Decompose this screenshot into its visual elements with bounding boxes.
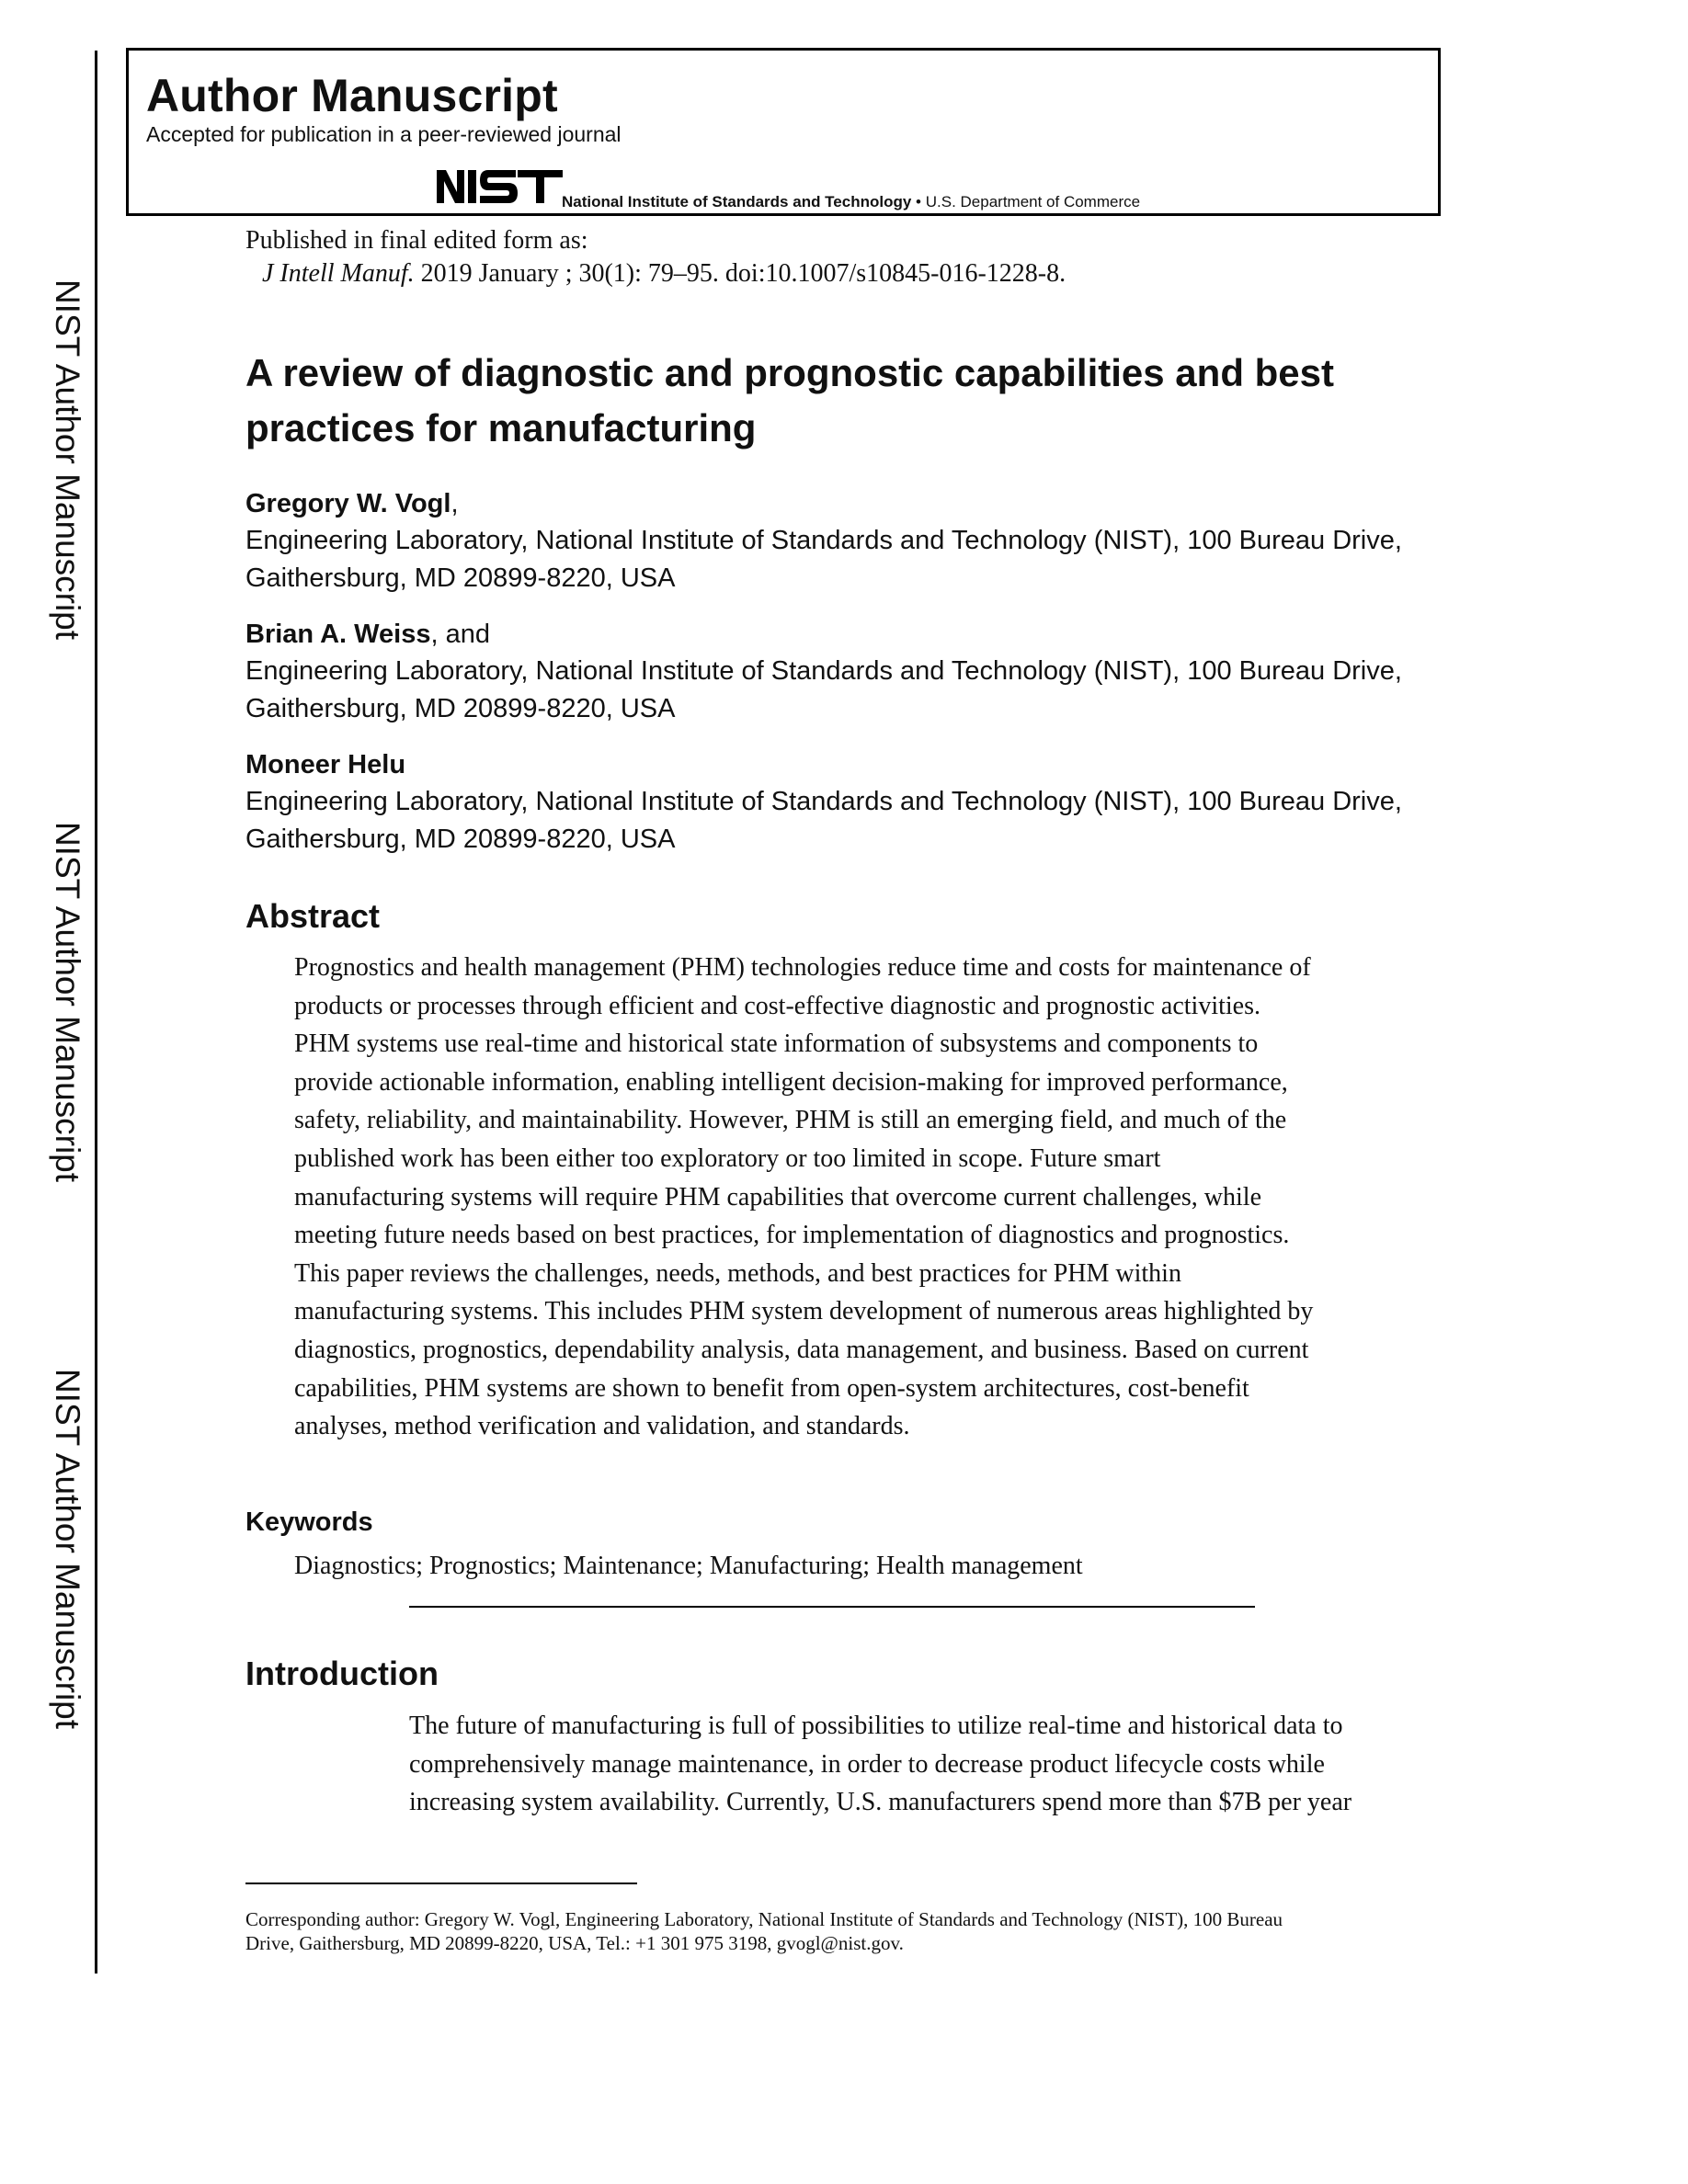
author-affiliation: Engineering Laboratory, National Institute of Standards and Technology (NIST), 100 Bureau Drive, Gaithersburg, MD 20899-8220, USA	[245, 526, 1402, 593]
introduction-heading: Introduction	[245, 1655, 439, 1692]
abstract-heading: Abstract	[245, 897, 381, 935]
keywords-list: Diagnostics; Prognostics; Maintenance; Manufacturing; Health management	[294, 1552, 1083, 1580]
citation-details: 2019 January ; 30(1): 79–95. doi:10.1007/s10845-016-1228-8.	[414, 259, 1066, 288]
introduction-body: The future of manufacturing is full of possibilities to utilize real-time and historical data to comprehensively manage maintenance, in order to decrease product lifecycle costs while increasing system availability. Currently, U.S. manufacturers spend more than $7B per year	[409, 1712, 1352, 1817]
author-manuscript-header	[126, 48, 1441, 216]
header-institution	[562, 194, 1140, 210]
institution-name: National Institute of Standards and Technology	[562, 193, 912, 210]
header-title: Author Manuscript	[146, 70, 558, 121]
author-name: Brian A. Weiss, and	[245, 620, 490, 649]
abstract-body: Prognostics and health management (PHM) technologies reduce time and costs for maintenance of products or processes through efficient and cost-effective diagnostic and prognostic activities. PHM systems use real-time and historical state information of subsystems and components to provide actionable information, enabling intelligent decision-making for improved performance, safety, reliability, and maintainability. However, PHM is still an emerging field, and much of the published work has been either too exploratory or too limited in scope. Future smart manufacturing systems will require PHM capabilities that overcome current challenges, while meeting future needs based on best practices, for implementation of diagnostics and prognostics. This paper reviews the challenges, needs, methods, and best practices for PHM within manufacturing systems. This includes PHM system development of numerous areas highlighted by diagnostics, prognostics, dependability analysis, data management, and business. Based on current capabilities, PHM systems are shown to benefit from open-system architectures, cost-benefit analyses, method verification and validation, and standards.	[294, 953, 1314, 1441]
paper-title: A review of diagnostic and prognostic capabilities and best practices for manufacturing	[245, 351, 1334, 449]
author-affiliation: Engineering Laboratory, National Institute of Standards and Technology (NIST), 100 Bureau Drive, Gaithersburg, MD 20899-8220, USA	[245, 787, 1402, 854]
corresponding-author-footnote: Corresponding author: Gregory W. Vogl, Engineering Laboratory, National Institute of Standards and Technology (NIST), 100 Bureau Drive, Gaithersburg, MD 20899-8220, USA, Tel.: +1 301 975 3198, gvogl@nist.gov.	[245, 1908, 1283, 1954]
sidebar-rule	[95, 51, 97, 1974]
section-divider	[409, 1606, 1255, 1608]
footnote-rule	[245, 1883, 637, 1884]
citation-line	[262, 259, 1066, 289]
keywords-heading: Keywords	[245, 1507, 373, 1537]
author-affiliation: Engineering Laboratory, National Institute of Standards and Technology (NIST), 100 Bureau Drive, Gaithersburg, MD 20899-8220, USA	[245, 656, 1402, 723]
journal-name: J Intell Manuf.	[262, 259, 415, 288]
author-name: Gregory W. Vogl,	[245, 489, 459, 518]
author-name: Moneer Helu	[245, 750, 406, 779]
department-name: • U.S. Department of Commerce	[911, 193, 1141, 210]
nist-logo-icon	[437, 168, 563, 203]
published-in-label: Published in final edited form as:	[245, 226, 588, 255]
header-subtitle: Accepted for publication in a peer-reviewed journal	[146, 122, 622, 146]
